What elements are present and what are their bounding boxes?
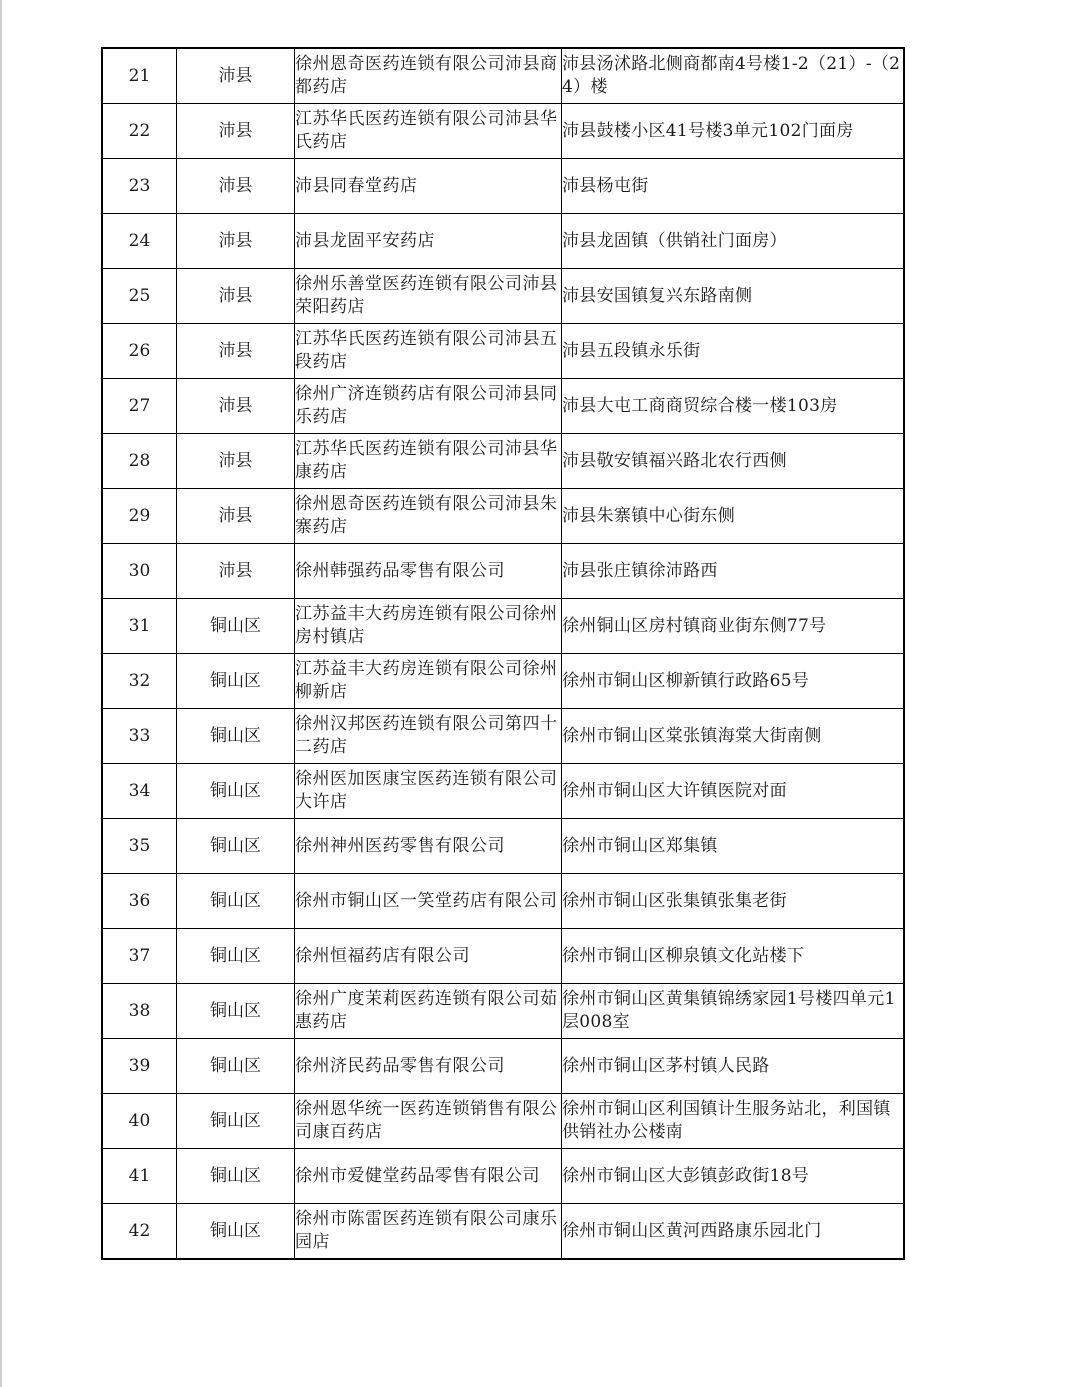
pharmacy-name-text: 江苏华氏医药连锁有限公司沛县华康药店 (295, 439, 558, 482)
table-row (102, 764, 904, 819)
address-cell (562, 709, 905, 764)
district-cell (177, 874, 295, 929)
pharmacy-name-text: 徐州广济连锁药店有限公司沛县同乐药店 (295, 384, 558, 427)
address-cell (562, 929, 905, 984)
pharmacy-name-cell (295, 324, 562, 379)
row-number-text: 34 (128, 780, 151, 801)
table-row (102, 1149, 904, 1204)
table-row (102, 48, 904, 104)
pharmacy-name-cell (295, 434, 562, 489)
pharmacy-name-text: 徐州市爱健堂药品零售有限公司 (295, 1165, 540, 1186)
table-row (102, 819, 904, 874)
table-row (102, 159, 904, 214)
district-text: 沛县 (218, 395, 253, 416)
address-cell (562, 48, 905, 104)
district-text: 沛县 (218, 65, 253, 86)
table-row (102, 214, 904, 269)
pharmacy-name-cell (295, 269, 562, 324)
district-text: 沛县 (218, 230, 253, 251)
row-number-cell (102, 1039, 177, 1094)
pharmacy-name-text: 江苏益丰大药房连锁有限公司徐州柳新店 (295, 659, 558, 702)
row-number-text: 26 (128, 340, 151, 361)
district-text: 铜山区 (210, 780, 261, 801)
district-cell (177, 1204, 295, 1260)
address-text: 徐州市铜山区茅村镇人民路 (562, 1055, 770, 1076)
row-number-text: 31 (128, 615, 151, 636)
pharmacy-name-text: 徐州济民药品零售有限公司 (295, 1055, 505, 1076)
address-cell (562, 654, 905, 709)
row-number-cell (102, 929, 177, 984)
pharmacy-name-cell (295, 764, 562, 819)
address-cell (562, 1149, 905, 1204)
district-text: 铜山区 (210, 1055, 261, 1076)
district-cell (177, 544, 295, 599)
pharmacy-name-cell (295, 709, 562, 764)
district-cell (177, 599, 295, 654)
pharmacy-name-cell (295, 214, 562, 269)
address-text: 沛县鼓楼小区41号楼3单元102门面房 (562, 120, 854, 141)
pharmacy-name-cell (295, 159, 562, 214)
district-cell (177, 214, 295, 269)
district-cell (177, 104, 295, 159)
row-number-cell (102, 874, 177, 929)
table-row (102, 1039, 904, 1094)
district-text: 沛县 (218, 505, 253, 526)
pharmacy-name-cell (295, 1094, 562, 1149)
pharmacy-table (101, 47, 905, 1260)
district-cell (177, 379, 295, 434)
district-cell (177, 48, 295, 104)
pharmacy-name-cell (295, 379, 562, 434)
table-row (102, 599, 904, 654)
address-cell (562, 379, 905, 434)
table-row (102, 104, 904, 159)
pharmacy-name-text: 徐州恒福药店有限公司 (295, 945, 470, 966)
table-row (102, 1094, 904, 1149)
row-number-text: 39 (128, 1055, 151, 1076)
row-number-text: 42 (128, 1220, 151, 1241)
district-text: 铜山区 (210, 945, 261, 966)
address-text: 徐州市铜山区柳新镇行政路65号 (562, 670, 810, 691)
row-number-cell (102, 214, 177, 269)
table-row (102, 434, 904, 489)
address-cell (562, 599, 905, 654)
district-cell (177, 159, 295, 214)
pharmacy-name-text: 徐州韩强药品零售有限公司 (295, 560, 505, 581)
table-row (102, 984, 904, 1039)
row-number-cell (102, 709, 177, 764)
address-cell (562, 1039, 905, 1094)
row-number-text: 25 (128, 285, 151, 306)
table-row (102, 874, 904, 929)
row-number-text: 24 (128, 230, 151, 251)
address-text: 徐州铜山区房村镇商业街东侧77号 (562, 615, 827, 636)
pharmacy-name-text: 徐州乐善堂医药连锁有限公司沛县荣阳药店 (295, 274, 558, 317)
address-cell (562, 104, 905, 159)
pharmacy-name-cell (295, 1149, 562, 1204)
address-text: 徐州市铜山区大彭镇彭政街18号 (562, 1165, 810, 1186)
pharmacy-name-text: 徐州医加医康宝医药连锁有限公司大许店 (295, 769, 558, 812)
table-row (102, 544, 904, 599)
row-number-text: 37 (128, 945, 151, 966)
pharmacy-name-text: 徐州恩奇医药连锁有限公司沛县朱寨药店 (295, 494, 558, 537)
pharmacy-name-text: 徐州广度茉莉医药连锁有限公司茹惠药店 (295, 989, 558, 1032)
page-edge (0, 0, 2, 1387)
row-number-text: 35 (128, 835, 151, 856)
pharmacy-name-cell (295, 48, 562, 104)
row-number-cell (102, 379, 177, 434)
address-text: 徐州市铜山区大许镇医院对面 (562, 780, 787, 801)
row-number-cell (102, 654, 177, 709)
address-cell (562, 764, 905, 819)
address-cell (562, 544, 905, 599)
row-number-cell (102, 159, 177, 214)
address-text: 沛县杨屯街 (562, 175, 649, 196)
district-text: 铜山区 (210, 1220, 261, 1241)
district-text: 铜山区 (210, 890, 261, 911)
pharmacy-name-cell (295, 654, 562, 709)
address-cell (562, 489, 905, 544)
address-text: 沛县大屯工商商贸综合楼一楼103房 (562, 395, 838, 416)
district-text: 铜山区 (210, 1000, 261, 1021)
row-number-cell (102, 1149, 177, 1204)
pharmacy-name-cell (295, 874, 562, 929)
row-number-cell (102, 544, 177, 599)
row-number-text: 28 (128, 450, 151, 471)
address-cell (562, 819, 905, 874)
district-cell (177, 434, 295, 489)
district-cell (177, 819, 295, 874)
row-number-text: 36 (128, 890, 151, 911)
row-number-cell (102, 489, 177, 544)
table-row (102, 379, 904, 434)
district-text: 铜山区 (210, 670, 261, 691)
table-row (102, 929, 904, 984)
address-text: 沛县张庄镇徐沛路西 (562, 560, 718, 581)
pharmacy-name-text: 徐州恩华统一医药连锁销售有限公司康百药店 (295, 1099, 558, 1142)
district-cell (177, 709, 295, 764)
district-cell (177, 1149, 295, 1204)
row-number-text: 38 (128, 1000, 151, 1021)
row-number-cell (102, 599, 177, 654)
address-cell (562, 324, 905, 379)
pharmacy-name-text: 徐州市陈雷医药连锁有限公司康乐园店 (295, 1209, 558, 1252)
district-text: 铜山区 (210, 1110, 261, 1131)
pharmacy-name-text: 沛县龙固平安药店 (295, 230, 435, 251)
table-row (102, 709, 904, 764)
district-text: 沛县 (218, 450, 253, 471)
district-cell (177, 269, 295, 324)
row-number-cell (102, 764, 177, 819)
address-text: 徐州市铜山区张集镇张集老街 (562, 890, 787, 911)
address-cell (562, 984, 905, 1039)
table-row (102, 324, 904, 379)
pharmacy-name-text: 徐州恩奇医药连锁有限公司沛县商都药店 (295, 54, 558, 97)
address-cell (562, 874, 905, 929)
address-text: 徐州市铜山区利国镇计生服务站北，利国镇供销社办公楼南 (562, 1099, 891, 1142)
address-text: 沛县五段镇永乐街 (562, 340, 701, 361)
pharmacy-name-cell (295, 929, 562, 984)
pharmacy-name-cell (295, 599, 562, 654)
pharmacy-name-text: 江苏益丰大药房连锁有限公司徐州房村镇店 (295, 604, 558, 647)
row-number-text: 40 (128, 1110, 151, 1131)
address-text: 徐州市铜山区棠张镇海棠大街南侧 (562, 725, 822, 746)
district-text: 铜山区 (210, 835, 261, 856)
pharmacy-name-text: 江苏华氏医药连锁有限公司沛县五段药店 (295, 329, 558, 372)
district-cell (177, 1094, 295, 1149)
row-number-cell (102, 1094, 177, 1149)
district-text: 沛县 (218, 175, 253, 196)
district-text: 沛县 (218, 120, 253, 141)
row-number-cell (102, 324, 177, 379)
district-cell (177, 324, 295, 379)
pharmacy-name-cell (295, 104, 562, 159)
district-text: 沛县 (218, 285, 253, 306)
row-number-cell (102, 819, 177, 874)
pharmacy-name-cell (295, 1039, 562, 1094)
district-text: 沛县 (218, 560, 253, 581)
row-number-cell (102, 984, 177, 1039)
address-text: 徐州市铜山区黄集镇锦绣家园1号楼四单元1层008室 (562, 989, 896, 1032)
pharmacy-name-text: 沛县同春堂药店 (295, 175, 418, 196)
row-number-cell (102, 269, 177, 324)
address-text: 徐州市铜山区黄河西路康乐园北门 (562, 1220, 822, 1241)
address-cell (562, 269, 905, 324)
table-row (102, 269, 904, 324)
address-text: 沛县朱寨镇中心街东侧 (562, 505, 735, 526)
table-row (102, 489, 904, 544)
pharmacy-name-cell (295, 544, 562, 599)
address-cell (562, 159, 905, 214)
district-cell (177, 929, 295, 984)
row-number-text: 21 (128, 65, 151, 86)
address-cell (562, 1094, 905, 1149)
pharmacy-name-text: 江苏华氏医药连锁有限公司沛县华氏药店 (295, 109, 558, 152)
address-text: 徐州市铜山区柳泉镇文化站楼下 (562, 945, 805, 966)
address-cell (562, 1204, 905, 1260)
district-cell (177, 984, 295, 1039)
district-cell (177, 489, 295, 544)
district-cell (177, 764, 295, 819)
pharmacy-name-text: 徐州市铜山区一笑堂药店有限公司 (295, 890, 558, 911)
address-text: 沛县敬安镇福兴路北农行西侧 (562, 450, 787, 471)
district-text: 铜山区 (210, 615, 261, 636)
pharmacy-name-cell (295, 819, 562, 874)
address-text: 沛县汤沭路北侧商都南4号楼1-2（21）-（24）楼 (562, 54, 901, 97)
row-number-cell (102, 1204, 177, 1260)
address-cell (562, 214, 905, 269)
district-text: 铜山区 (210, 1165, 261, 1186)
row-number-text: 41 (128, 1165, 151, 1186)
row-number-cell (102, 434, 177, 489)
pharmacy-name-cell (295, 489, 562, 544)
row-number-cell (102, 48, 177, 104)
row-number-text: 29 (128, 505, 151, 526)
row-number-text: 32 (128, 670, 151, 691)
district-cell (177, 654, 295, 709)
pharmacy-name-cell (295, 1204, 562, 1260)
row-number-text: 22 (128, 120, 151, 141)
address-text: 沛县安国镇复兴东路南侧 (562, 285, 753, 306)
table-row (102, 654, 904, 709)
row-number-text: 30 (128, 560, 151, 581)
row-number-text: 23 (128, 175, 151, 196)
table-body (102, 48, 904, 1259)
district-cell (177, 1039, 295, 1094)
pharmacy-name-text: 徐州汉邦医药连锁有限公司第四十二药店 (295, 714, 558, 757)
address-text: 徐州市铜山区郑集镇 (562, 835, 718, 856)
row-number-text: 27 (128, 395, 151, 416)
address-cell (562, 434, 905, 489)
row-number-text: 33 (128, 725, 151, 746)
district-text: 沛县 (218, 340, 253, 361)
address-text: 沛县龙固镇（供销社门面房） (562, 230, 787, 251)
pharmacy-name-text: 徐州神州医药零售有限公司 (295, 835, 505, 856)
table-row (102, 1204, 904, 1260)
pharmacy-name-cell (295, 984, 562, 1039)
row-number-cell (102, 104, 177, 159)
district-text: 铜山区 (210, 725, 261, 746)
